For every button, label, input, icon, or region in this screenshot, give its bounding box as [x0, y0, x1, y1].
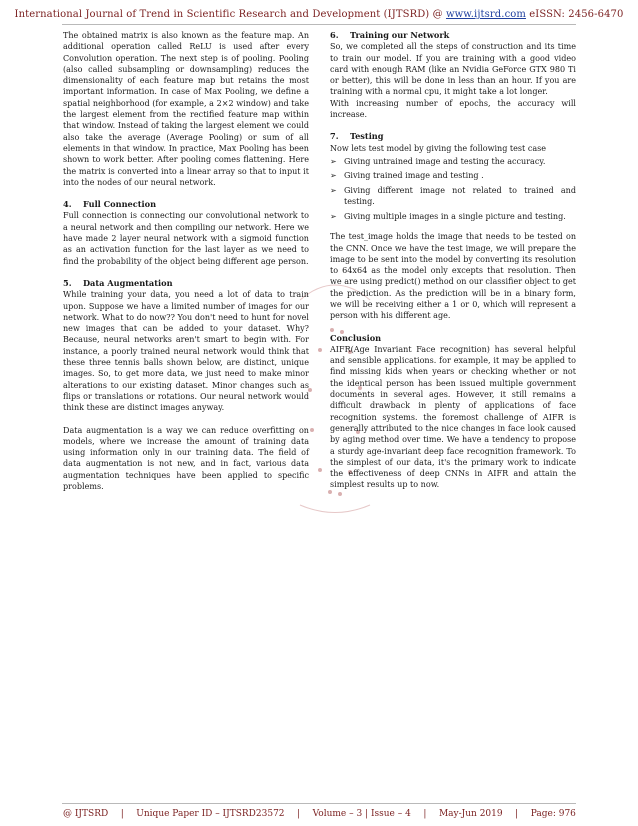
paragraph-training: So, we completed all the steps of construction and its time to train our model. If you are training with a good video card with enough RAM (like an Nvidia GeForce GTX 980 Ti or better), this will be done in less than an hour. If you are training with a normal cpu, it might take a lot longer.	[330, 42, 576, 97]
footer-journal: @ IJTSRD	[63, 809, 109, 819]
list-item: ➢ Giving trained image and testing .	[330, 171, 484, 181]
footer-separator: |	[297, 809, 301, 819]
header-website-link[interactable]: www.ijtsrd.com	[445, 9, 526, 20]
test-case-list	[330, 156, 576, 222]
paragraph-data-augmentation-1: While training your data, you need a lot of data to train upon. Suppose we have a limited number of images for our network. What to do now?? You don't need to hunt for novel new images that can be added to your dataset. Why? Because, neural networks aren't smart to begin with. For instance, a poorly trained neural network would think that these three tennis balls shown below, are distinct, unique images. So, to get more data, we just need to make minor alterations to our existing dataset. Minor changes such as flips or translations or rotations. Our neural network would think these are distinct images anyway.	[63, 290, 309, 413]
header-journal-text: International Journal of Trend in Scientific Research and Development (IJTSRD) @	[14, 9, 446, 20]
footer-page-number: Page: 976	[530, 809, 576, 819]
arrow-bullet-icon: ➢	[330, 211, 337, 221]
left-column	[63, 30, 309, 492]
list-item: ➢ Giving multiple images in a single picture and testing.	[330, 211, 566, 221]
footer-separator: |	[120, 809, 124, 819]
running-header	[0, 9, 638, 20]
paragraph-data-augmentation-2: Data augmentation is a way we can reduce overfitting on models, where we increase the amount of training data using information only in our training data. The field of data augmentation is not new, and in fact, various data augmentation techniques have been applied to specific problems.	[63, 425, 309, 491]
section-heading-data-augmentation: 5. Data Augmentation	[63, 277, 173, 288]
header-issn: eISSN: 2456-6470	[525, 9, 624, 20]
arrow-bullet-icon: ➢	[330, 185, 337, 195]
section-heading-testing: 7. Testing	[330, 131, 384, 142]
paragraph-epochs: With increasing number of epochs, the accuracy will increase.	[330, 98, 576, 120]
arrow-bullet-icon: ➢	[330, 171, 337, 181]
list-item: ➢ Giving untrained image and testing the accuracy.	[330, 156, 546, 166]
right-column	[330, 30, 576, 491]
page-footer	[63, 809, 576, 819]
footer-date: May-Jun 2019	[438, 809, 503, 819]
section-heading-training: 6. Training our Network	[330, 30, 450, 40]
footer-separator: |	[423, 809, 427, 819]
section-heading-full-connection: 4. Full Connection	[63, 199, 157, 210]
footer-divider	[62, 803, 576, 804]
paragraph-test-image: The test_image holds the image that needs to be tested on the CNN. Once we have the test image, we will prepare the image to be sent into the model by converting its resolution to 64x64 as the model only excepts that resolution. Then we are using predict() method on our classifier object to get the prediction. As the prediction will be in a binary form, we will be receiving either a 1 or 0, which will represent a person with his different age.	[330, 232, 576, 321]
arrow-bullet-icon: ➢	[330, 156, 337, 166]
paragraph-pooling: The obtained matrix is also known as the feature map. An additional operation called ReLU is used after every Convolution operation. The next step is of pooling. Pooling (also called subsampling or downsampling) reduces the dimensionality of each feature map but retains the most important information. In case of Max Pooling, we define a spatial neighborhood (for example, a 2×2 window) and take the largest element from the rectified feature map within that window. Instead of taking the largest element we could also take the average (Average Pooling) or sum of all elements in that window. In practice, Max Pooling has been shown to work better. After pooling comes flattening. Here the matrix is converted into a linear array so that to input it into the nodes of our neural network.	[63, 31, 309, 187]
paragraph-testing-intro: Now lets test model by giving the following test case	[330, 143, 547, 153]
footer-volume-issue: Volume – 3 | Issue – 4	[312, 809, 411, 819]
list-item: ➢ Giving different image not related to trained and testing.	[330, 185, 576, 207]
header-divider	[62, 24, 576, 25]
paragraph-conclusion: AIFR(Age Invariant Face recognition) has several helpful and sensible applications. for example, it may be applied to find missing kids when years or checking whether or not the identical person has been issued multiple government documents in several ages. However, it still remains a difficult drawback in plenty of applications of face recognition systems. the foremost challenge of AIFR is generally attributed to the nice changes in face look caused by aging method over time. We have a tendency to propose a sturdy age-invariant deep face recognition framework. To the simplest of our data, it's the primary work to indicate the effectiveness of deep CNNs in AIFR and attain the simplest results up to now.	[330, 344, 576, 490]
paragraph-full-connection: Full connection is connecting our convolutional network to a neural network and then compiling our network. Here we have made 2 layer neural network with a sigmoid function as an activation function for the last layer as we need to find the probability of the object being different age person.	[63, 211, 309, 266]
footer-separator: |	[515, 809, 519, 819]
footer-paper-id: Unique Paper ID – IJTSRD23572	[136, 809, 285, 819]
section-heading-conclusion: Conclusion	[330, 332, 382, 343]
